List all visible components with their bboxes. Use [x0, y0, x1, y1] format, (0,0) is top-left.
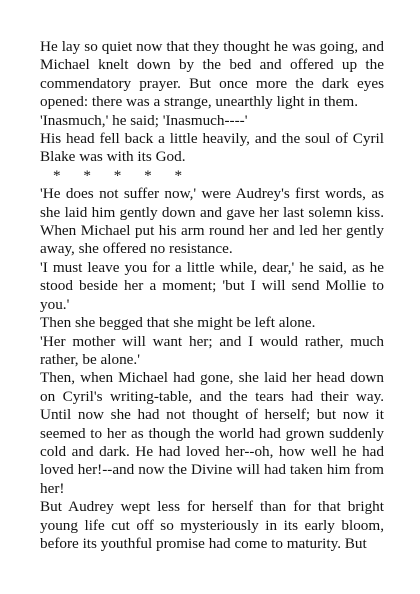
page-text	[40, 38, 384, 553]
paragraph: 'I must leave you for a little while, dear,' he said, as he stood beside her a moment; 'but I will send Mollie to you.'	[40, 258, 384, 313]
paragraph: 'He does not suffer now,' were Audrey's first words, as she laid him gently down and gave her last solemn kiss. When Michael put his arm round her and led her gently away, she offered no resistance.	[40, 185, 384, 258]
paragraph: 'Inasmuch,' he said; 'Inasmuch----'	[40, 111, 248, 129]
paragraph: But Audrey wept less for herself than for that bright young life cut off so mysteriously in its early bloom, before its youthful promise had come to maturity. But	[40, 498, 384, 552]
paragraph: His head fell back a little heavily, and the soul of Cyril Blake was with its God.	[40, 130, 384, 166]
paragraph: Then, when Michael had gone, she laid her head down on Cyril's writing-table, and the tears had their way. Until now she had not thought of herself; but now it seemed to her as though the world had grown suddenly cold and dark. He had loved her--oh, how well he had loved her!--and now the Divine will had taken him from her!	[40, 369, 384, 497]
paragraph: He lay so quiet now that they thought he was going, and Michael knelt down by the bed and offered up the commendatory prayer. But once more the dark eyes opened: there was a strange, unearthly light in them.	[40, 38, 384, 111]
section-break: * * * * *	[53, 166, 183, 184]
paragraph: 'Her mother will want her; and I would rather, much rather, be alone.'	[40, 332, 384, 368]
paragraph: Then she begged that she might be left alone.	[40, 314, 316, 332]
